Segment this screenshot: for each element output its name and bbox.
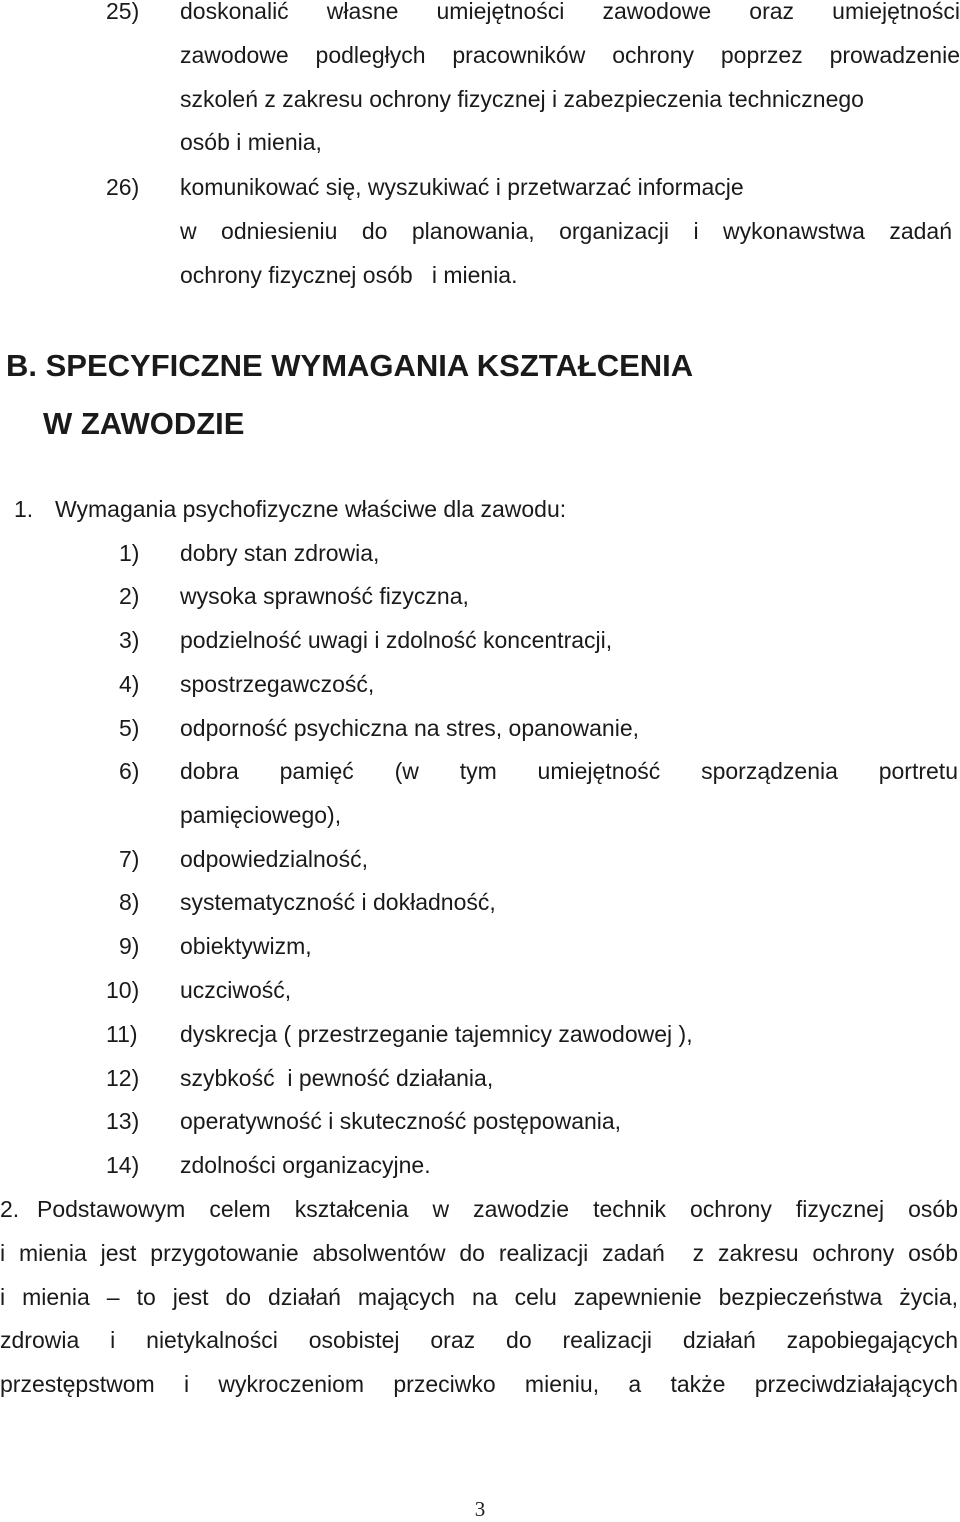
paragraph-line: i mienia jest przygotowanie absolwentów do realizacji zadań z zakresu ochrony osób xyxy=(0,1240,958,1266)
paragraph-line: i mienia – to jest do działań mających na celu zapewnienie bezpieczeństwa życia, xyxy=(0,1284,958,1310)
list-item-text-line: zawodowe podległych pracowników ochrony poprzez prowadzenie xyxy=(180,42,960,68)
requirement-text: operatywność i skuteczność postępowania, xyxy=(180,1108,622,1134)
list-item-text-line: doskonalić własne umiejętności zawodowe oraz umiejętności xyxy=(180,0,960,24)
requirement-text: dobry stan zdrowia, xyxy=(180,540,380,566)
requirement-number: 7) xyxy=(119,846,140,872)
requirement-number: 13) xyxy=(106,1108,140,1134)
list-item-number: 26) xyxy=(106,174,140,200)
list-item-text-line: w odniesieniu do planowania, organizacji i wykonawstwa zadań xyxy=(180,218,952,244)
requirement-text: zdolności organizacyjne. xyxy=(180,1152,431,1178)
requirement-text: dobra pamięć (w tym umiejętność sporządzenia portretu xyxy=(180,758,958,784)
requirement-number: 14) xyxy=(106,1152,140,1178)
list-item-text-line: osób i mienia, xyxy=(180,129,322,155)
requirement-number: 8) xyxy=(119,889,140,915)
paragraph-line: przestępstwom i wykroczeniom przeciwko mieniu, a także przeciwdziałających xyxy=(0,1371,958,1397)
requirement-number: 11) xyxy=(106,1021,138,1047)
requirement-number: 5) xyxy=(119,715,140,741)
list-item-text-line: ochrony fizycznej osób i mienia. xyxy=(180,262,518,288)
requirement-text: pamięciowego), xyxy=(180,802,342,828)
requirement-text: dyskrecja ( przestrzeganie tajemnicy zawodowej ), xyxy=(180,1021,693,1047)
requirement-text: systematyczność i dokładność, xyxy=(180,889,496,915)
requirement-text: podzielność uwagi i zdolność koncentracji, xyxy=(180,627,613,653)
page-number: 3 xyxy=(474,1497,486,1521)
requirement-number: 4) xyxy=(119,671,140,697)
requirement-number: 1) xyxy=(119,540,140,566)
paragraph-line: zdrowia i nietykalności osobistej oraz do realizacji działań zapobiegających xyxy=(0,1327,958,1353)
requirement-number: 3) xyxy=(119,627,140,653)
point-number: 1. xyxy=(14,496,34,522)
requirement-number: 10) xyxy=(106,977,140,1003)
point-title: Wymagania psychofizyczne właściwe dla zawodu: xyxy=(55,496,567,522)
requirement-text: odpowiedzialność, xyxy=(180,846,368,872)
list-item-text-line: szkoleń z zakresu ochrony fizycznej i zabezpieczenia technicznego xyxy=(180,86,864,112)
section-heading-continued: W ZAWODZIE xyxy=(43,406,245,441)
list-item-number: 25) xyxy=(106,0,140,24)
requirement-number: 9) xyxy=(119,933,140,959)
section-heading: B. SPECYFICZNE WYMAGANIA KSZTAŁCENIA xyxy=(6,348,694,383)
requirement-text: obiektywizm, xyxy=(180,933,312,959)
requirement-text: spostrzegawczość, xyxy=(180,671,375,697)
paragraph-line: Podstawowym celem kształcenia w zawodzie technik ochrony fizycznej osób xyxy=(37,1196,958,1222)
point-number: 2. xyxy=(0,1196,20,1222)
requirement-number: 6) xyxy=(119,758,140,784)
requirement-text: szybkość i pewność działania, xyxy=(180,1065,494,1091)
list-item-text-line: komunikować się, wyszukiwać i przetwarzać informacje xyxy=(180,174,744,200)
requirement-text: uczciwość, xyxy=(180,977,292,1003)
requirement-text: odporność psychiczna na stres, opanowanie, xyxy=(180,715,640,741)
requirement-text: wysoka sprawność fizyczna, xyxy=(180,583,469,609)
requirement-number: 12) xyxy=(106,1065,140,1091)
requirement-number: 2) xyxy=(119,583,140,609)
